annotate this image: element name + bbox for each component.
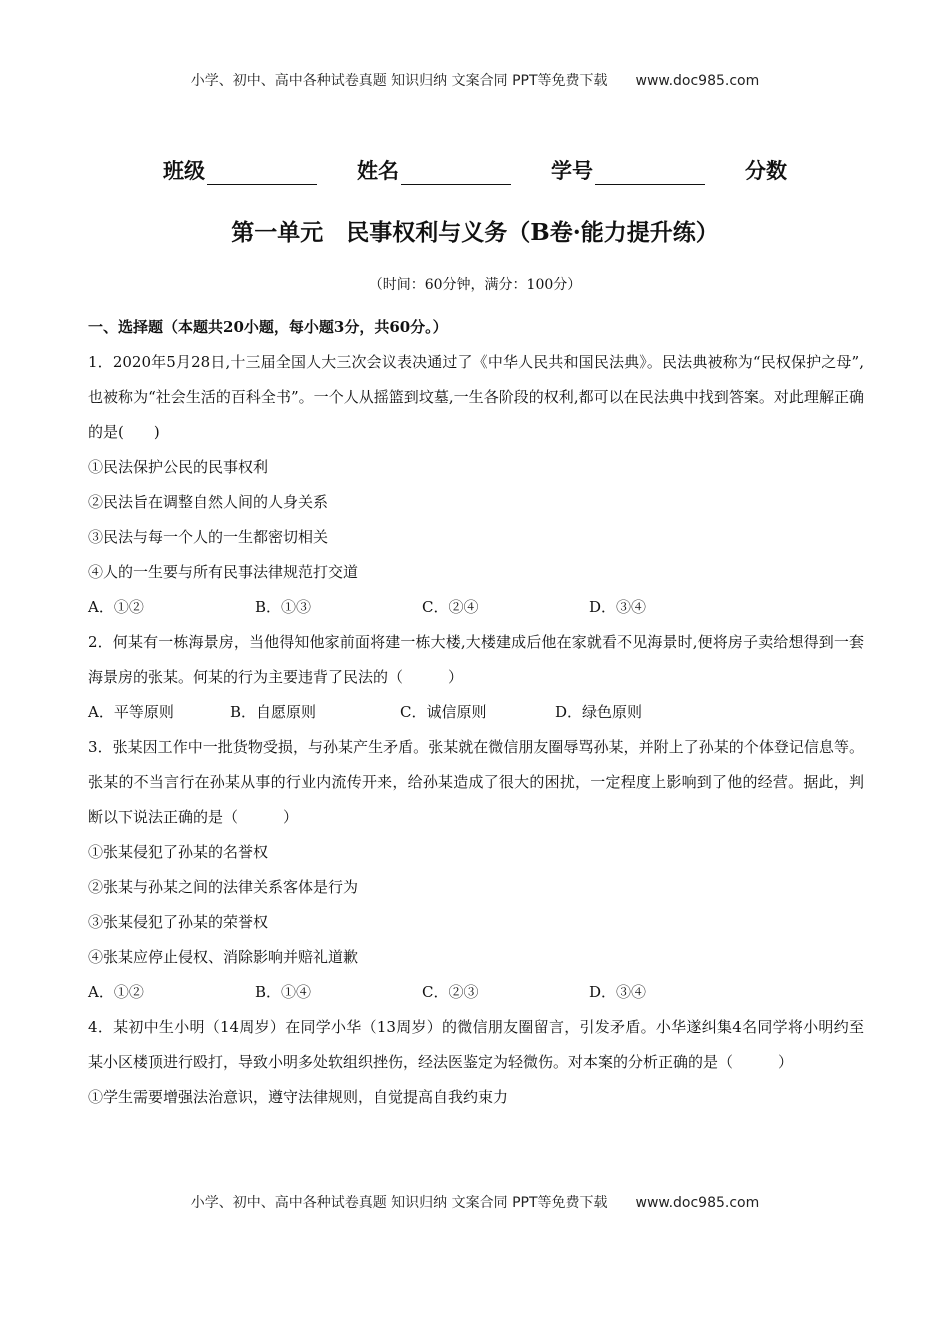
choice-c[interactable]: C．②④ <box>422 598 479 616</box>
name-label: 姓名 <box>357 158 399 183</box>
footer-site-link[interactable]: www.doc985.com <box>635 1195 760 1211</box>
question-stem: 3．张某因工作中一批货物受损，与孙某产生矛盾。张某就在微信朋友圈辱骂孙某，并附上了孙某的个体登记信息等。张某的不当言行在孙某从事的行业内流传开来，给孙某造成了很大的困扰，一定程度上影响到了他的经营。据此，判断以下说法正确的是（ ） <box>88 738 864 826</box>
statement-option: ②张某与孙某之间的法律关系客体是行为 <box>88 878 359 896</box>
header-text: 小学、初中、高中各种试卷真题 知识归纳 文案合同 PPT等免费下载 <box>190 73 608 89</box>
statement-option: ③张某侵犯了孙某的荣誉权 <box>88 913 269 931</box>
statement-option: ①学生需要增强法治意识，遵守法律规则，自觉提高自我约束力 <box>88 1088 509 1106</box>
answer-choices <box>88 975 864 1010</box>
answer-choices <box>88 590 864 625</box>
question-stem: 4．某初中生小明（14周岁）在同学小华（13周岁）的微信朋友圈留言，引发矛盾。小华遂纠集4名同学将小明约至某小区楼顶进行殴打，导致小明多处软组织挫伤，经法医鉴定为轻微伤。对本案的分析正确的是（ ） <box>88 1018 864 1071</box>
score-label: 分数 <box>745 158 787 183</box>
statement-option: ①民法保护公民的民事权利 <box>88 458 269 476</box>
choice-d[interactable]: D．③④ <box>589 983 647 1001</box>
choice-c[interactable]: C．②③ <box>422 983 479 1001</box>
question-4 <box>88 1010 864 1115</box>
choice-b[interactable]: B．自愿原则 <box>230 703 317 721</box>
choice-b[interactable]: B．①④ <box>255 983 312 1001</box>
name-blank[interactable] <box>401 162 511 185</box>
answer-choices <box>88 695 864 730</box>
score-field <box>745 155 787 185</box>
question-1 <box>88 345 864 625</box>
question-stem: 1．2020年5月28日,十三届全国人大三次会议表决通过了《中华人民共和国民法典》。民法典被称为“民权保护之母”,也被称为“社会生活的百科全书”。一个人从摇篮到坟墓,一生各阶段的权利,都可以在民法典中找到答案。对此理解正确的是( ) <box>88 353 864 441</box>
exam-time-info: （时间：60分钟，满分：100分） <box>368 277 582 293</box>
statement-option: ④张某应停止侵权、消除影响并赔礼道歉 <box>88 948 359 966</box>
choice-a[interactable]: A．①② <box>88 598 144 616</box>
class-blank[interactable] <box>207 162 317 185</box>
page-title: 第一单元 民事权利与义务（B卷·能力提升练） <box>231 219 719 246</box>
choice-c[interactable]: C．诚信原则 <box>400 703 487 721</box>
choice-d[interactable]: D．③④ <box>589 598 647 616</box>
exam-content <box>88 310 864 1115</box>
statement-option: ②民法旨在调整自然人间的人身关系 <box>88 493 329 511</box>
choice-b[interactable]: B．①③ <box>255 598 312 616</box>
student-id-blank[interactable] <box>595 162 705 185</box>
statement-option: ③民法与每一个人的一生都密切相关 <box>88 528 329 546</box>
page-header <box>0 70 950 90</box>
choice-a[interactable]: A．①② <box>88 983 144 1001</box>
statement-option: ④人的一生要与所有民事法律规范打交道 <box>88 563 359 581</box>
class-label: 班级 <box>163 158 205 183</box>
footer-text: 小学、初中、高中各种试卷真题 知识归纳 文案合同 PPT等免费下载 <box>190 1195 608 1211</box>
header-site-link[interactable]: www.doc985.com <box>635 73 760 89</box>
question-2 <box>88 625 864 730</box>
choice-a[interactable]: A．平等原则 <box>88 703 174 721</box>
class-field[interactable] <box>163 155 317 185</box>
student-id-label: 学号 <box>551 158 593 183</box>
question-3 <box>88 730 864 1010</box>
question-stem: 2．何某有一栋海景房，当他得知他家前面将建一栋大楼,大楼建成后他在家就看不见海景时,便将房子卖给想得到一套海景房的张某。何某的行为主要违背了民法的（ ） <box>88 633 864 686</box>
student-info-row <box>0 155 950 185</box>
student-id-field[interactable] <box>551 155 705 185</box>
statement-option: ①张某侵犯了孙某的名誉权 <box>88 843 269 861</box>
name-field[interactable] <box>357 155 511 185</box>
section-heading: 一、选择题（本题共20小题，每小题3分，共60分。） <box>88 318 448 336</box>
choice-d[interactable]: D．绿色原则 <box>555 703 643 721</box>
page-footer <box>0 1192 950 1212</box>
